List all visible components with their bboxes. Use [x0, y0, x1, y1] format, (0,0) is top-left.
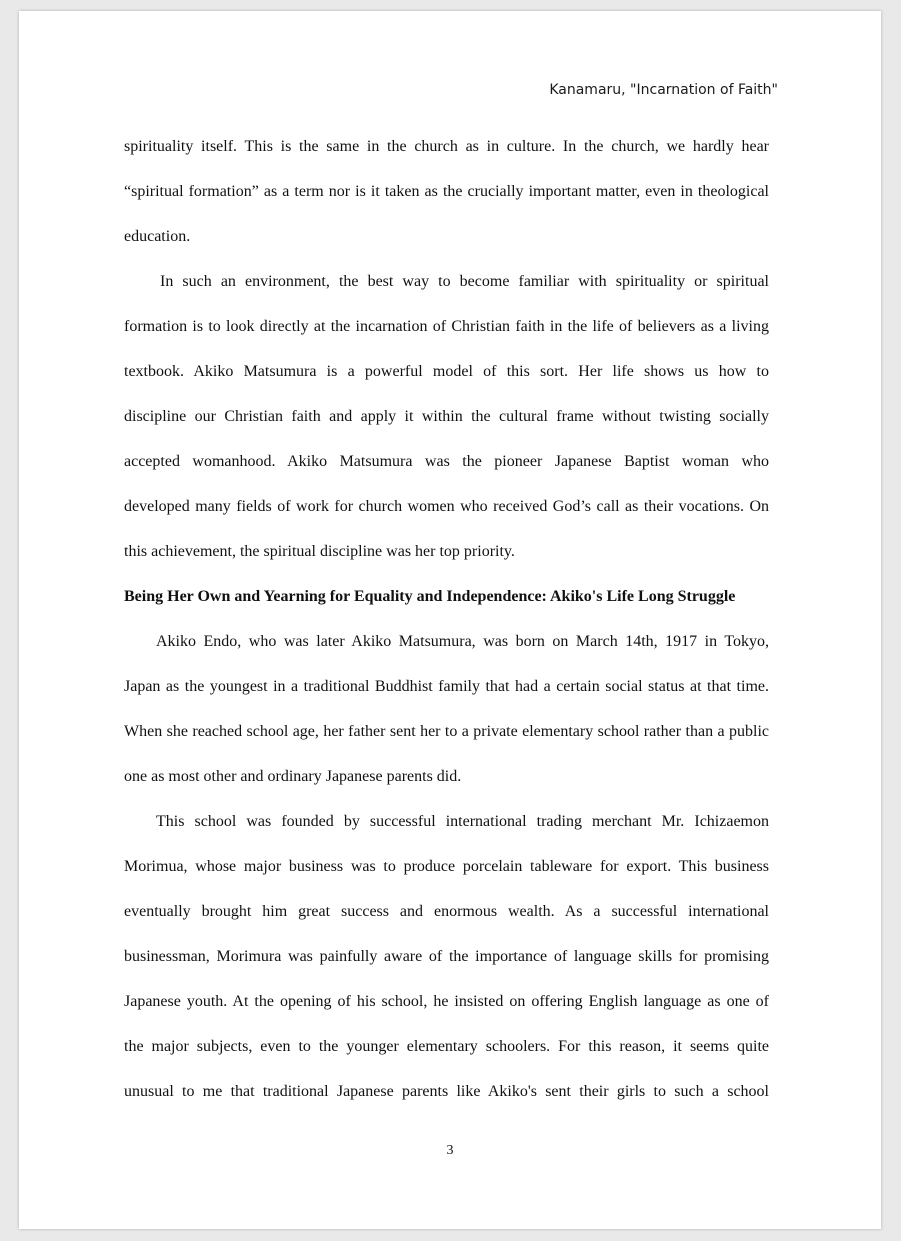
text-line: formation is to look directly at the incarnation of Christian faith in the life of believers as a living [124, 318, 769, 335]
text-line: accepted womanhood. Akiko Matsumura was the pioneer Japanese Baptist woman who [124, 453, 769, 470]
text-line: unusual to me that traditional Japanese parents like Akiko's sent their girls to such a school [124, 1083, 769, 1100]
text-line: spirituality itself. This is the same in the church as in culture. In the church, we hardly hear [124, 138, 769, 155]
text-line: developed many fields of work for church women who received God’s call as their vocations. On [124, 498, 769, 515]
text-line: one as most other and ordinary Japanese parents did. [124, 768, 462, 785]
text-line: When she reached school age, her father sent her to a private elementary school rather than a public [124, 723, 769, 740]
text-line: education. [124, 228, 191, 245]
text-line: eventually brought him great success and enormous wealth. As a successful international [124, 903, 769, 920]
text-line: Morimua, whose major business was to produce porcelain tableware for export. This business [124, 858, 769, 875]
section-heading: Being Her Own and Yearning for Equality and Independence: Akiko's Life Long Struggle [124, 588, 736, 605]
text-line: In such an environment, the best way to become familiar with spirituality or spiritual [160, 273, 769, 290]
page-number: 3 [446, 1143, 454, 1158]
text-line: This school was founded by successful international trading merchant Mr. Ichizaemon [156, 813, 769, 830]
text-line: Japan as the youngest in a traditional Buddhist family that had a certain social status at that time. [124, 678, 769, 695]
body-text [124, 124, 769, 1114]
text-line: the major subjects, even to the younger elementary schoolers. For this reason, it seems quite [124, 1038, 769, 1055]
text-line: discipline our Christian faith and apply it within the cultural frame without twisting socially [124, 408, 769, 425]
document-page [19, 11, 881, 1229]
text-line: this achievement, the spiritual discipline was her top priority. [124, 543, 515, 560]
text-line: Akiko Endo, who was later Akiko Matsumura, was born on March 14th, 1917 in Tokyo, [156, 633, 769, 650]
running-head: Kanamaru, "Incarnation of Faith" [549, 82, 778, 98]
text-line: “spiritual formation” as a term nor is it taken as the crucially important matter, even in theological [124, 183, 769, 200]
text-line: businessman, Morimura was painfully aware of the importance of language skills for promising [124, 948, 769, 965]
text-line: textbook. Akiko Matsumura is a powerful model of this sort. Her life shows us how to [124, 363, 769, 380]
text-line: Japanese youth. At the opening of his school, he insisted on offering English language as one of [124, 993, 769, 1010]
